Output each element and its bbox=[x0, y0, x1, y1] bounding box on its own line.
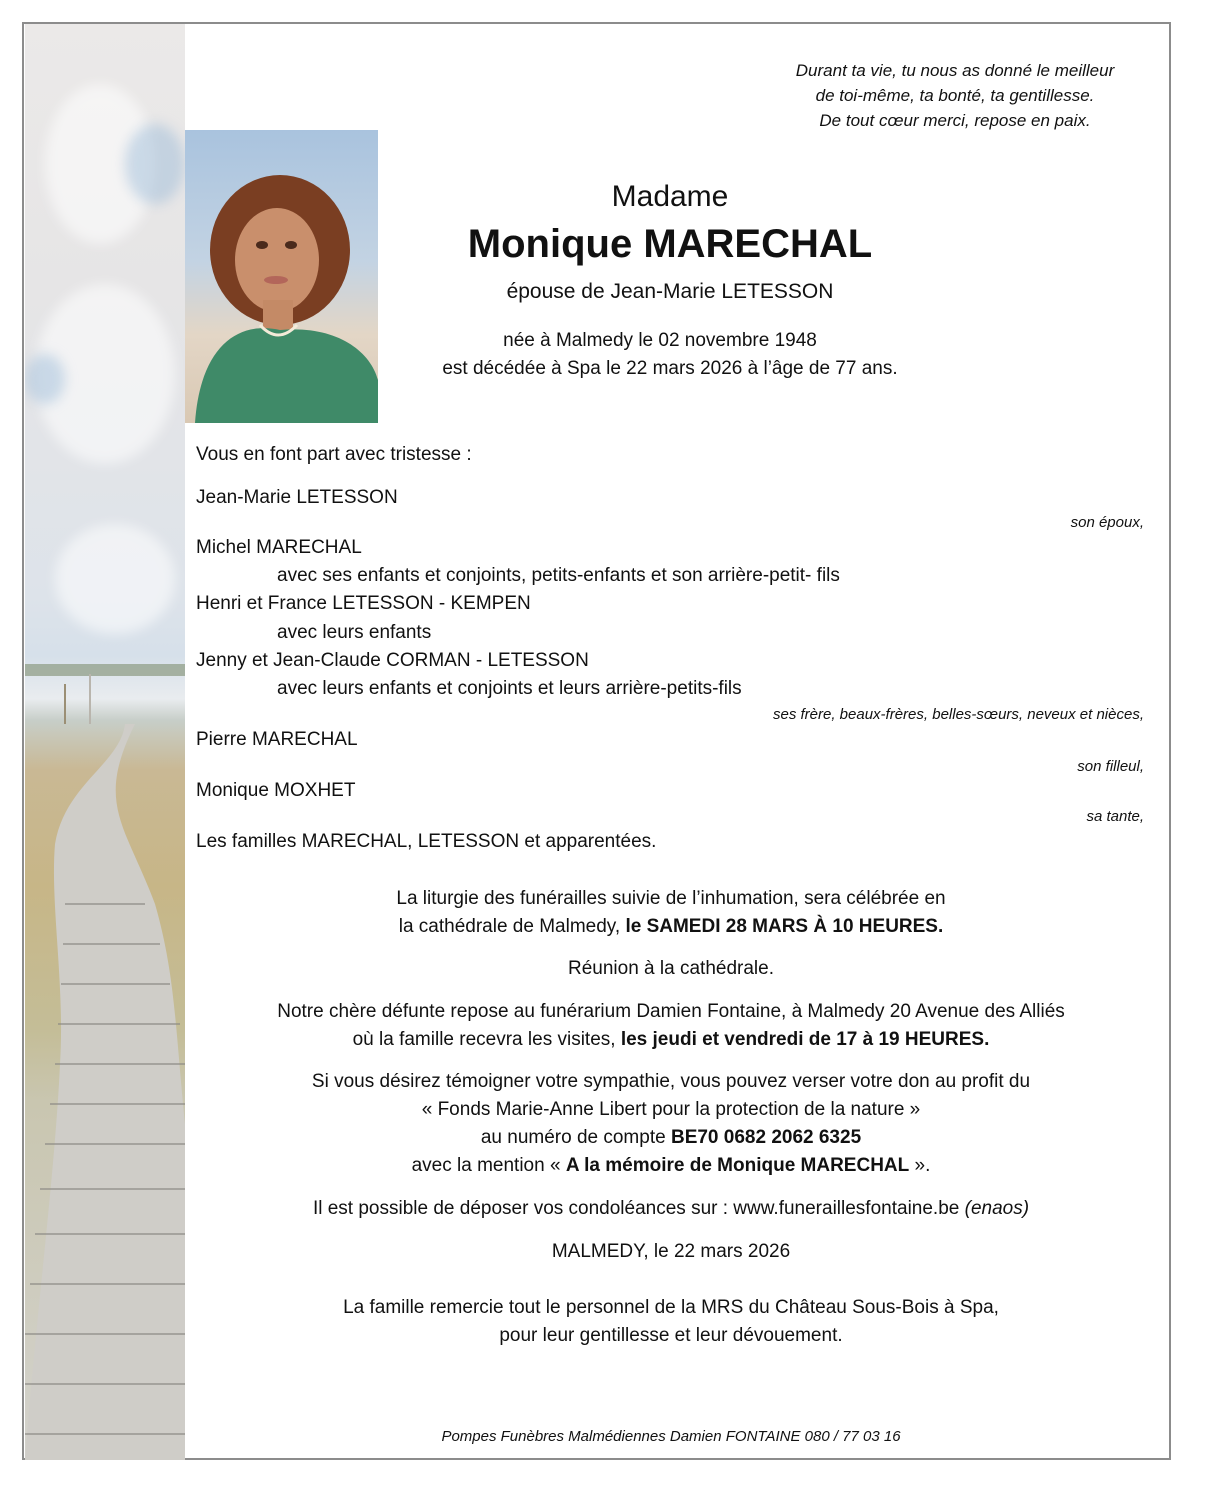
condolences-line bbox=[185, 1198, 1157, 1220]
ceremony-location: la cathédrale de Malmedy, bbox=[398, 916, 626, 937]
family-member-name: Jenny et Jean-Claude CORMAN - LETESSON bbox=[196, 650, 589, 671]
quote-line: de toi-même, ta bonté, ta gentillesse. bbox=[815, 86, 1095, 105]
condolences-link[interactable]: Il est possible de déposer vos condoléances sur : www.funeraillesfontaine.be bbox=[312, 1198, 965, 1219]
side-landscape-image bbox=[25, 24, 185, 1460]
resting-line-1: Notre chère défunte repose au funérarium Damien Fontaine, à Malmedy 20 Avenue des Alliés bbox=[277, 1001, 1065, 1022]
ceremony-line-2 bbox=[185, 916, 1157, 938]
spouse-line: épouse de Jean-Marie LETESSON bbox=[506, 280, 834, 303]
donation-account-line bbox=[185, 1127, 1157, 1149]
relationship-label: son époux, bbox=[1070, 514, 1144, 531]
death-line: est décédée à Spa le 22 mars 2026 à l’âge de 77 ans. bbox=[442, 358, 898, 379]
visits-text: où la famille recevra les visites, bbox=[352, 1029, 621, 1050]
condolences-suffix: (enaos) bbox=[964, 1198, 1030, 1219]
family-member-name: Les familles MARECHAL, LETESSON et apparentées. bbox=[196, 831, 657, 852]
quote-line: Durant ta vie, tu nous as donné le meilleur bbox=[795, 61, 1115, 80]
ceremony-line-1: La liturgie des funérailles suivie de l’inhumation, sera célébrée en bbox=[396, 888, 946, 909]
ceremony-datetime: le SAMEDI 28 MARS À 10 HEURES. bbox=[625, 916, 944, 937]
donation-fund: « Fonds Marie-Anne Libert pour la protection de la nature » bbox=[421, 1099, 921, 1120]
mention-suffix: ». bbox=[909, 1155, 931, 1176]
family-member-name: Jean-Marie LETESSON bbox=[196, 487, 398, 508]
donation-line-1: Si vous désirez témoigner votre sympathie, vous pouvez verser votre don au profit du bbox=[311, 1071, 1031, 1092]
relationship-label: sa tante, bbox=[1086, 808, 1144, 825]
relationship-label: ses frère, beaux-frères, belles-sœurs, neveux et nièces, bbox=[773, 706, 1144, 723]
thanks-line-2: pour leur gentillesse et leur dévouement. bbox=[499, 1325, 843, 1346]
portrait-graphic bbox=[185, 130, 378, 423]
announcement-intro: Vous en font part avec tristesse : bbox=[196, 444, 472, 465]
account-label: au numéro de compte bbox=[480, 1127, 671, 1148]
family-member-name: Henri et France LETESSON - KEMPEN bbox=[196, 593, 531, 614]
place-date: MALMEDY, le 22 mars 2026 bbox=[551, 1241, 791, 1262]
visits-schedule: les jeudi et vendredi de 17 à 19 HEURES. bbox=[620, 1029, 990, 1050]
account-number: BE70 0682 2062 6325 bbox=[670, 1127, 862, 1148]
deceased-name: Monique MARECHAL bbox=[467, 222, 873, 266]
family-member-name: Monique MOXHET bbox=[196, 780, 356, 801]
boardwalk-path-graphic bbox=[25, 24, 185, 1460]
resting-line-2 bbox=[185, 1029, 1157, 1051]
family-member-detail: avec leurs enfants bbox=[277, 622, 432, 643]
quote-line: De tout cœur merci, repose en paix. bbox=[819, 111, 1091, 130]
honorific-title: Madame bbox=[611, 180, 729, 213]
mention-text: A la mémoire de Monique MARECHAL bbox=[565, 1155, 910, 1176]
quote-block bbox=[700, 58, 1210, 133]
birth-line: née à Malmedy le 02 novembre 1948 bbox=[503, 330, 817, 351]
family-member-name: Michel MARECHAL bbox=[196, 537, 362, 558]
family-member-detail: avec ses enfants et conjoints, petits-enfants et son arrière-petit- fils bbox=[277, 565, 840, 586]
thanks-line-1: La famille remercie tout le personnel de la MRS du Château Sous-Bois à Spa, bbox=[343, 1297, 999, 1318]
relationship-label: son filleul, bbox=[1077, 758, 1144, 775]
mention-prefix: avec la mention « bbox=[411, 1155, 566, 1176]
portrait-photo bbox=[185, 130, 378, 423]
family-member-name: Pierre MARECHAL bbox=[196, 729, 358, 750]
donation-mention-line bbox=[185, 1155, 1157, 1177]
meeting-line: Réunion à la cathédrale. bbox=[568, 958, 774, 979]
funeral-home-footer: Pompes Funèbres Malmédiennes Damien FONTAINE 080 / 77 03 16 bbox=[441, 1428, 901, 1445]
family-member-detail: avec leurs enfants et conjoints et leurs arrière-petits-fils bbox=[277, 678, 742, 699]
